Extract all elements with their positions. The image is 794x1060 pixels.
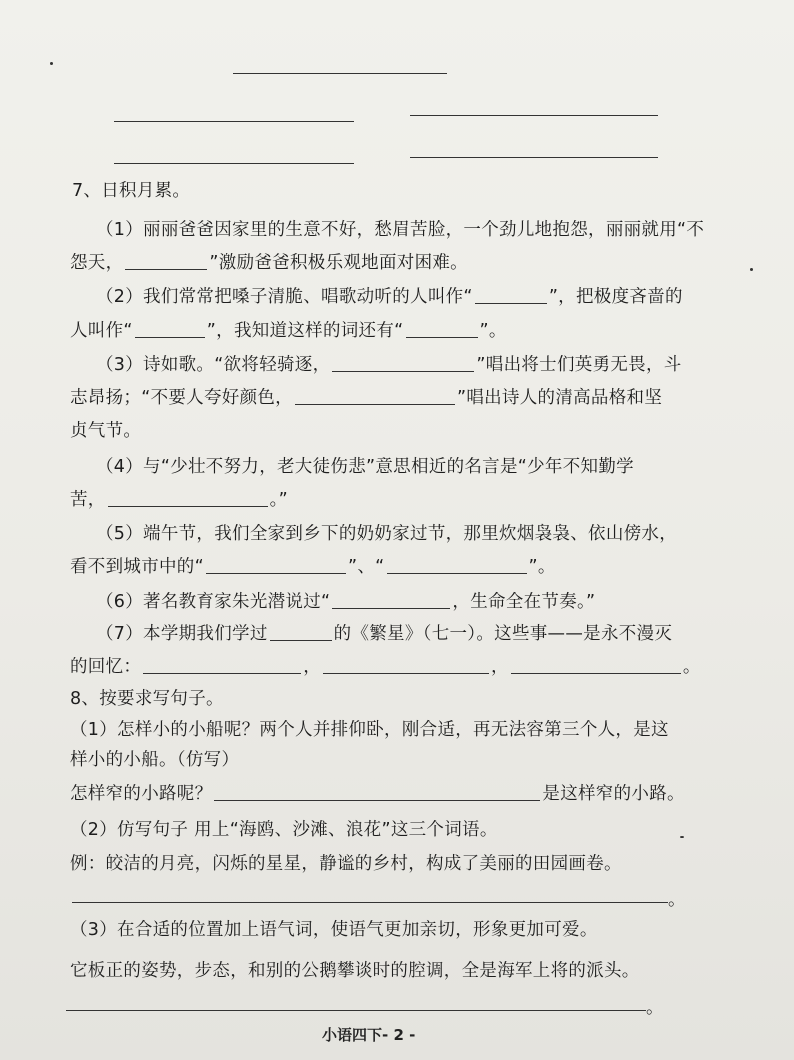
q7-heading: 7、日积月累。 [72,181,191,201]
answer-line[interactable] [114,121,354,122]
speck [680,836,684,838]
speck [50,62,53,65]
fill-blank[interactable] [475,287,547,304]
q8-s1-line1: （1）怎样小的小船呢？两个人并排仰卧，刚合适，再无法容第三个人，是这 [70,720,669,740]
q8-heading: 8、按要求写句子。 [70,689,224,709]
fill-blank[interactable] [108,490,268,507]
q8-s2-end: 。 [668,890,686,910]
fill-blank[interactable] [135,321,205,338]
q7-item5-line1: （5）端午节，我们全家到乡下的奶奶家过节，那里炊烟袅袅、依山傍水， [96,524,678,544]
answer-line[interactable] [66,1010,646,1011]
q8-s3-line2: 它板正的姿势，步态，和别的公鹅攀谈时的腔调，全是海军上将的派头。 [70,961,640,981]
fill-blank[interactable] [332,355,474,372]
q7-item2-line2: 人叫作“ ”，我知道这样的词还有“ ”。 [70,321,507,341]
page-footer: 小语四下- 2 - [322,1026,416,1044]
q7-item7-line1: （7）本学期我们学过 的《繁星》（七一）。这些事——是永不漫灭 [96,624,673,644]
q7-item3-line3: 贞气节。 [70,421,142,441]
q7-item7-line2: 的回忆： ， ， 。 [70,657,701,677]
answer-line[interactable] [114,163,354,164]
fill-blank[interactable] [387,557,527,574]
fill-blank[interactable] [214,784,540,801]
speck [750,268,753,271]
fill-blank[interactable] [295,388,455,405]
fill-blank[interactable] [511,657,681,674]
q7-item5-line2: 看不到城市中的“ ”、“ ”。 [70,557,556,577]
q8-s2-line1: （2）仿写句子 用上“海鸥、沙滩、浪花”这三个词语。 [70,820,498,840]
q7-item4-line2: 苦， 。” [70,490,289,510]
fill-blank[interactable] [406,321,478,338]
fill-blank[interactable] [143,657,301,674]
q8-s1-line2: 样小的小船。（仿写） [70,750,240,770]
fill-blank[interactable] [125,253,207,270]
q8-s3-end: 。 [646,998,664,1018]
answer-line[interactable] [72,902,668,903]
q7-item6: （6）著名教育家朱光潜说过“ ，生命全在节奏。” [96,592,596,612]
q8-s3-line1: （3）在合适的位置加上语气词，使语气更加亲切，形象更加可爱。 [70,920,598,940]
q7-item2-line1: （2）我们常常把嗓子清脆、唱歌动听的人叫作“ ”，把极度吝啬的 [96,287,683,307]
answer-line[interactable] [410,115,658,116]
fill-blank[interactable] [206,557,346,574]
q7-item1-line1: （1）丽丽爸爸因家里的生意不好，愁眉苦脸，一个劲儿地抱怨，丽丽就用“不 [96,220,705,240]
fill-blank[interactable] [270,624,332,641]
q7-item3-line1: （3）诗如歌。“欲将轻骑逐， ”唱出将士们英勇无畏，斗 [96,355,682,375]
fill-blank[interactable] [332,592,450,609]
answer-line[interactable] [410,157,658,158]
fill-blank[interactable] [323,657,489,674]
answer-line[interactable] [233,73,447,74]
q8-s1-line3: 怎样窄的小路呢？ 是这样窄的小路。 [70,784,685,804]
q8-s2-example: 例：皎洁的月亮，闪烁的星星，静谧的乡村，构成了美丽的田园画卷。 [70,854,622,874]
q7-item4-line1: （4）与“少壮不努力，老大徒伤悲”意思相近的名言是“少年不知勤学 [96,457,634,477]
q7-item1-line2: 怨天， ”激励爸爸积极乐观地面对困难。 [70,253,468,273]
q7-item3-line2: 志昂扬；“不要人夸好颜色， ”唱出诗人的清高品格和坚 [70,388,663,408]
